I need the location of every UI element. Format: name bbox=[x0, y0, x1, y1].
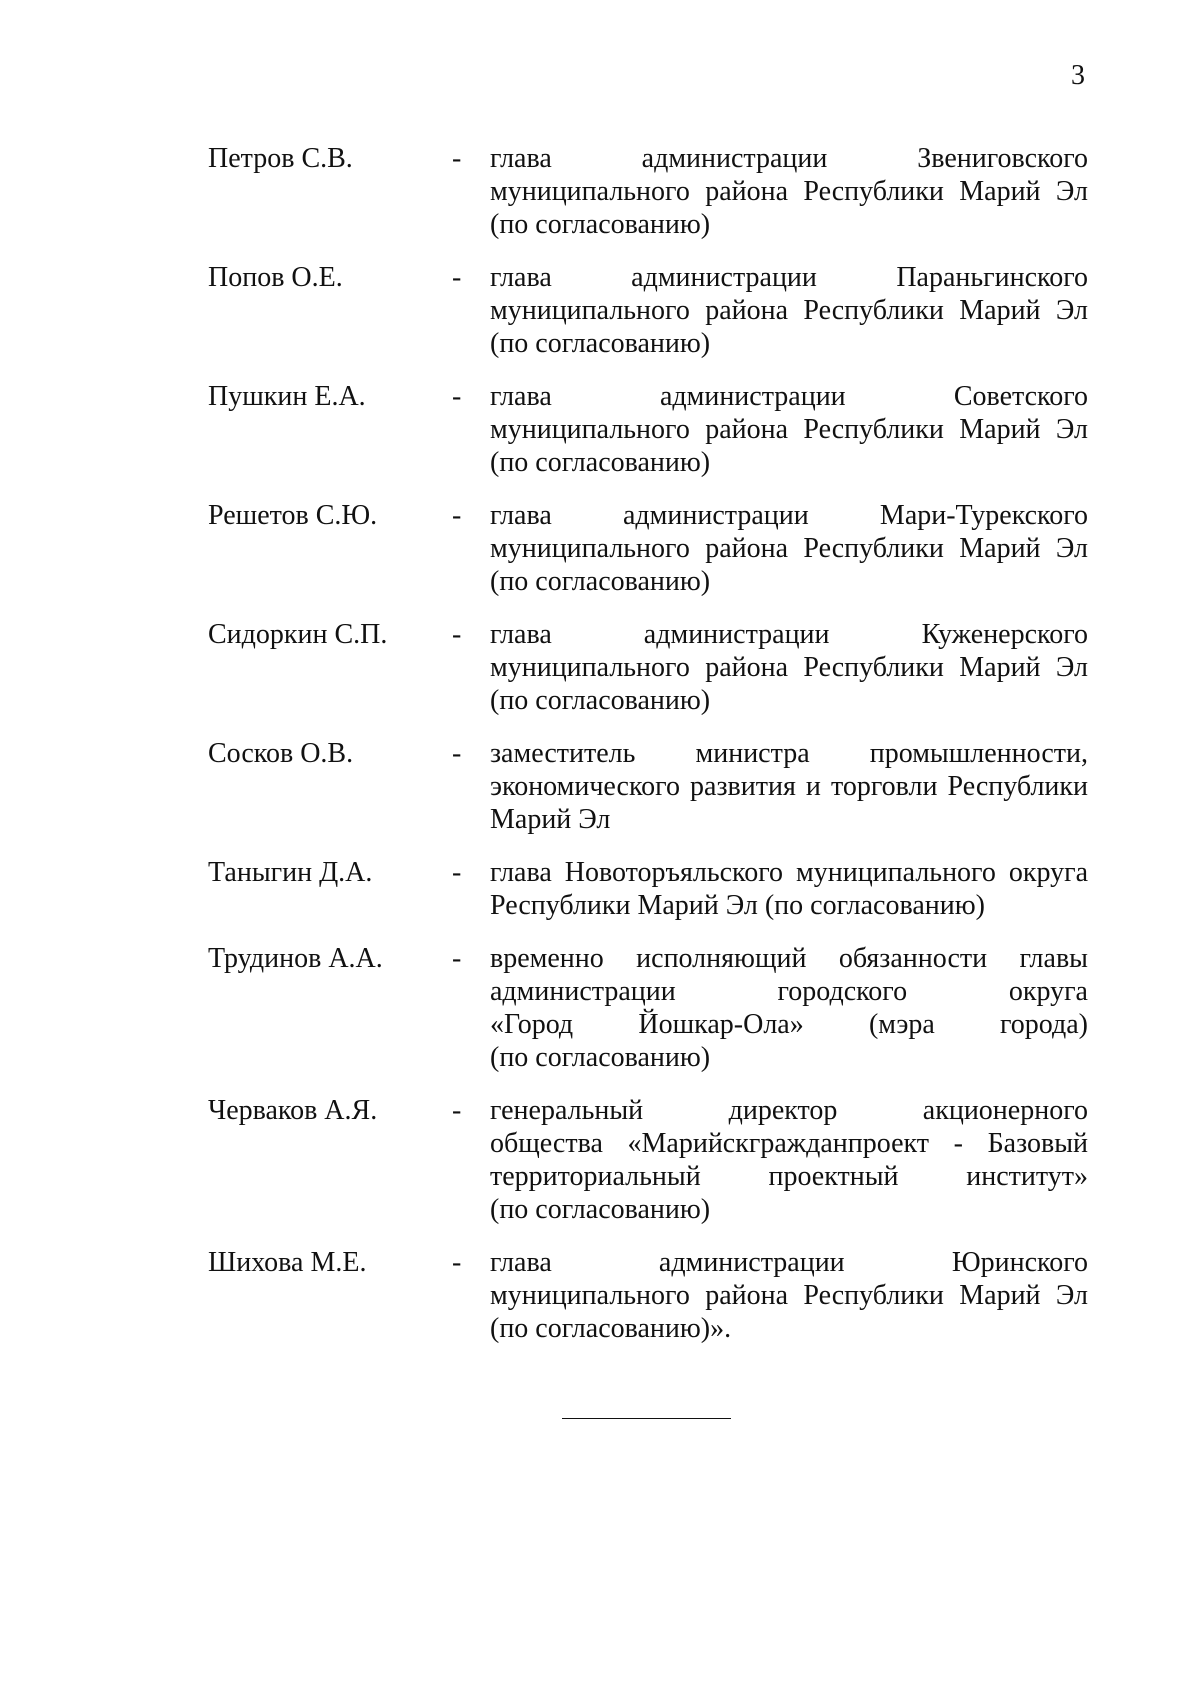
member-position-line: (по согласованию) bbox=[490, 209, 711, 240]
member-dash: - bbox=[452, 143, 462, 174]
member-row bbox=[208, 1244, 1088, 1345]
member-dash: - bbox=[452, 1095, 462, 1126]
page-number: 3 bbox=[1071, 60, 1085, 91]
member-row bbox=[208, 140, 1088, 241]
member-position-line: Марий Эл bbox=[490, 804, 611, 835]
members-list bbox=[208, 140, 1088, 1363]
member-position bbox=[490, 616, 1088, 717]
member-position-line: заместитель министра промышленности, bbox=[490, 738, 1088, 769]
member-position bbox=[490, 854, 1088, 922]
member-position-line: муниципального района Республики Марий Эл bbox=[490, 1280, 1088, 1311]
member-position-line: глава администрации Куженерского bbox=[490, 619, 1088, 650]
member-position-line: (по согласованию) bbox=[490, 328, 711, 359]
member-position bbox=[490, 735, 1088, 836]
member-position-line: генеральный директор акционерного bbox=[490, 1095, 1088, 1126]
member-position-line: глава Новоторъяльского муниципального округа bbox=[490, 857, 1088, 888]
member-name: Сосков О.В. bbox=[208, 738, 354, 769]
member-position bbox=[490, 940, 1088, 1074]
member-position-line: глава администрации Мари-Турекского bbox=[490, 500, 1088, 531]
member-position bbox=[490, 259, 1088, 360]
member-position bbox=[490, 497, 1088, 598]
closing-divider-line bbox=[562, 1418, 731, 1419]
member-position-line: «Город Йошкар-Ола» (мэра города) bbox=[490, 1009, 1088, 1040]
member-position-line: общества «Марийскгражданпроект - Базовый bbox=[490, 1128, 1088, 1159]
member-row bbox=[208, 259, 1088, 360]
member-name: Таныгин Д.А. bbox=[208, 857, 373, 888]
member-name: Попов О.Е. bbox=[208, 262, 343, 293]
member-position bbox=[490, 140, 1088, 241]
member-dash: - bbox=[452, 500, 462, 531]
member-position-line: территориальный проектный институт» bbox=[490, 1161, 1088, 1192]
member-position-line: глава администрации Советского bbox=[490, 381, 1088, 412]
member-name: Пушкин Е.А. bbox=[208, 381, 366, 412]
member-position-line: глава администрации Параньгинского bbox=[490, 262, 1088, 293]
member-name: Черваков А.Я. bbox=[208, 1095, 378, 1126]
member-name: Трудинов А.А. bbox=[208, 943, 383, 974]
member-position-line: муниципального района Республики Марий Эл bbox=[490, 533, 1088, 564]
member-position-line: (по согласованию) bbox=[490, 685, 711, 716]
member-position-line: временно исполняющий обязанности главы bbox=[490, 943, 1088, 974]
member-row bbox=[208, 616, 1088, 717]
member-position bbox=[490, 378, 1088, 479]
member-position-line: (по согласованию) bbox=[490, 1194, 711, 1225]
member-name: Сидоркин С.П. bbox=[208, 619, 388, 650]
member-dash: - bbox=[452, 262, 462, 293]
member-position-line: Республики Марий Эл (по согласованию) bbox=[490, 890, 985, 921]
member-row bbox=[208, 854, 1088, 922]
member-position-line: муниципального района Республики Марий Эл bbox=[490, 652, 1088, 683]
member-row bbox=[208, 735, 1088, 836]
member-position-line: экономического развития и торговли Республики bbox=[490, 771, 1088, 802]
member-name: Решетов С.Ю. bbox=[208, 500, 378, 531]
member-position-line: муниципального района Республики Марий Эл bbox=[490, 295, 1088, 326]
member-position bbox=[490, 1092, 1088, 1226]
member-position-line: муниципального района Республики Марий Эл bbox=[490, 414, 1088, 445]
member-position bbox=[490, 1244, 1088, 1345]
member-dash: - bbox=[452, 857, 462, 888]
member-row bbox=[208, 378, 1088, 479]
member-row bbox=[208, 1092, 1088, 1226]
member-position-line: (по согласованию)». bbox=[490, 1313, 732, 1344]
member-row bbox=[208, 497, 1088, 598]
member-row bbox=[208, 940, 1088, 1074]
member-position-line: (по согласованию) bbox=[490, 447, 711, 478]
member-position-line: глава администрации Звениговского bbox=[490, 143, 1088, 174]
member-dash: - bbox=[452, 381, 462, 412]
member-name: Шихова М.Е. bbox=[208, 1247, 367, 1278]
member-position-line: глава администрации Юринского bbox=[490, 1247, 1088, 1278]
member-position-line: муниципального района Республики Марий Эл bbox=[490, 176, 1088, 207]
member-dash: - bbox=[452, 738, 462, 769]
member-position-line: (по согласованию) bbox=[490, 566, 711, 597]
member-dash: - bbox=[452, 1247, 462, 1278]
member-dash: - bbox=[452, 943, 462, 974]
member-position-line: администрации городского округа bbox=[490, 976, 1088, 1007]
member-position-line: (по согласованию) bbox=[490, 1042, 711, 1073]
member-dash: - bbox=[452, 619, 462, 650]
member-name: Петров С.В. bbox=[208, 143, 353, 174]
